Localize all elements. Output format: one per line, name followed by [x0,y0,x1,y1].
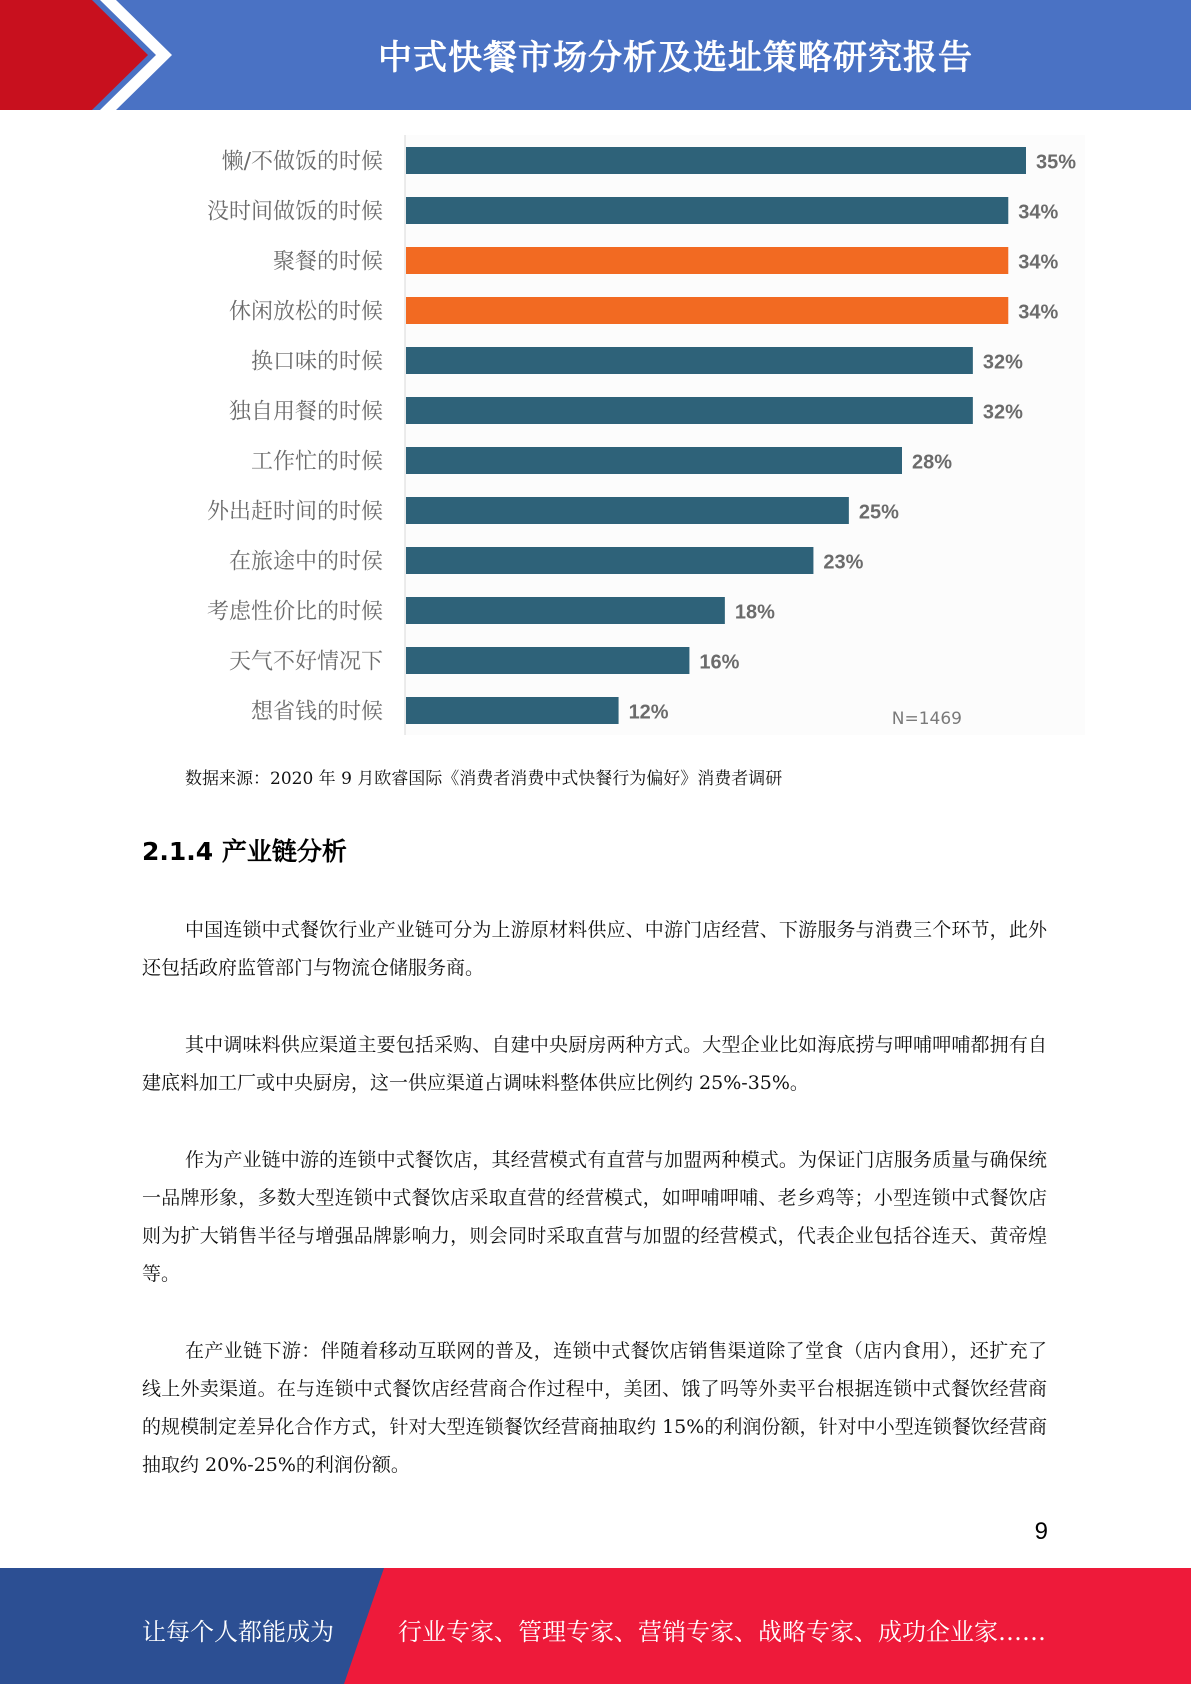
category-label: 天气不好情况下 [228,649,383,675]
category-label: 休闲放松的时候 [228,299,383,325]
value-label: 32% [982,401,1023,424]
paragraph-4: 在产业链下游：伴随着移动互联网的普及，连锁中式餐饮店销售渠道除了堂食（店内食用），还扩充了线上外卖渠道。在与连锁中式餐饮店经营商合作过程中，美团、饿了吗等外卖平台根据连锁中式餐饮经营商的规模制定差异化合作方式，针对大型连锁餐饮经营商抽取约 15%的利润份额，针对中小型连锁餐饮经营商抽取约 20%-25%的利润份额。 [142,1340,1047,1476]
category-label: 独自用餐的时候 [228,399,383,425]
bar [406,697,619,724]
bar [406,297,1008,324]
page-number: 9 [1034,1518,1048,1545]
plot-area [405,135,1085,735]
value-label: 35% [1036,151,1077,174]
chart-sample-note: N=1469 [891,709,962,729]
report-title: 中式快餐市场分析及选址策略研究报告 [378,38,973,78]
bar [406,547,813,574]
footer-slogan-left: 让每个人都能成为 [142,1618,334,1646]
footer-slogan-right: 行业专家、管理专家、营销专家、战略专家、成功企业家…… [398,1618,1046,1646]
page-header [0,0,1191,110]
category-label: 工作忙的时候 [250,449,383,475]
bar [406,597,725,624]
category-label: 聚餐的时候 [272,249,383,275]
value-label: 34% [1018,201,1059,224]
value-label: 18% [734,601,775,624]
value-label: 25% [858,501,899,524]
chart-svg [170,135,1090,740]
bar [406,397,973,424]
value-label: 32% [982,351,1023,374]
bar [406,147,1026,174]
bar [406,647,689,674]
bar [406,497,849,524]
value-label: 28% [912,451,953,474]
page-footer [0,1568,1191,1684]
category-label: 考虑性价比的时候 [206,599,383,625]
category-label: 在旅途中的时侯 [228,549,383,575]
bar [406,447,902,474]
bar [406,197,1008,224]
category-label: 懒/不做饭的时候 [221,149,383,175]
bar-chart [170,135,1090,740]
category-label: 想省钱的时候 [250,699,383,725]
value-label: 12% [628,701,669,724]
paragraph-3: 作为产业链中游的连锁中式餐饮店，其经营模式有直营与加盟两种模式。为保证门店服务质量与确保统一品牌形象，多数大型连锁中式餐饮店采取直营的经营模式，如呷哺呷哺、老乡鸡等；小型连锁中式餐饮店则为扩大销售半径与增强品牌影响力，则会同时采取直营与加盟的经营模式，代表企业包括谷连天、黄帝煌等。 [142,1149,1047,1285]
category-label: 换口味的时候 [250,349,383,375]
value-label: 23% [823,551,864,574]
data-source-caption: 数据来源：2020 年 9 月欧睿国际《消费者消费中式快餐行为偏好》消费者调研 [185,769,783,789]
paragraph-1: 中国连锁中式餐饮行业产业链可分为上游原材料供应、中游门店经营、下游服务与消费三个环节，此外还包括政府监管部门与物流仓储服务商。 [142,919,1047,979]
section-heading: 2.1.4 产业链分析 [142,837,347,866]
value-label: 34% [1018,301,1059,324]
value-label: 34% [1018,251,1059,274]
category-label: 没时间做饭的时候 [206,199,383,225]
value-label: 16% [699,651,740,674]
category-label: 外出赶时间的时候 [206,499,383,525]
paragraph-2: 其中调味料供应渠道主要包括采购、自建中央厨房两种方式。大型企业比如海底捞与呷哺呷哺都拥有自建底料加工厂或中央厨房，这一供应渠道占调味料整体供应比例约 25%-35%。 [142,1034,1047,1094]
bar [406,247,1008,274]
bar [406,347,973,374]
